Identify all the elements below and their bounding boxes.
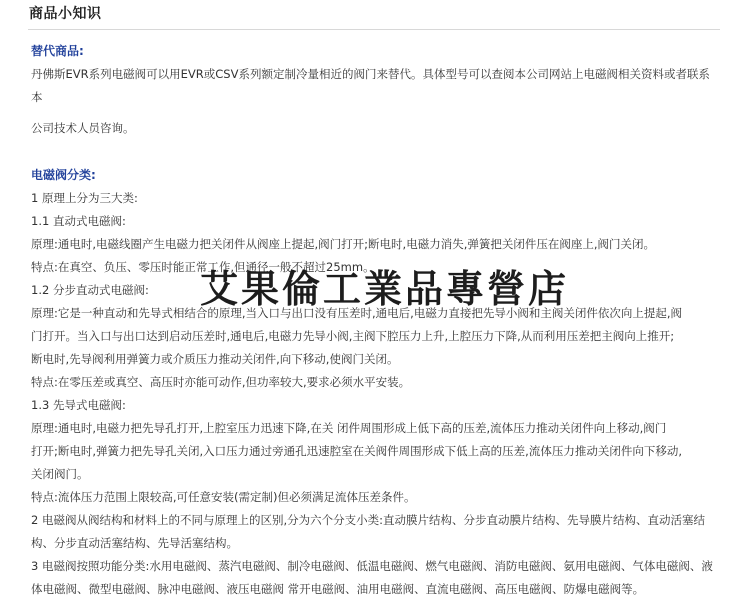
paragraph-line: 打开;断电时,弹簧力把先导孔关闭,入口压力通过旁通孔迅速腔室在关阀件周围形成下低上高的压差,流体压力推动关闭件向下移动, (31, 444, 682, 458)
section-heading-substitutes: 替代商品: (31, 44, 84, 58)
paragraph-line: 原理:它是一种直动和先导式相结合的原理,当入口与出口没有压差时,通电后,电磁力直接把先导小阀和主阀关闭件依次向上提起,阀 (31, 306, 682, 320)
paragraph-line: 特点:在真空、负压、零压时能正常工作,但通径一般不超过25mm。 (31, 260, 375, 274)
paragraph-line: 特点:流体压力范围上限较高,可任意安装(需定制)但必须满足流体压差条件。 (31, 490, 416, 504)
paragraph-line: 门打开。当入口与出口达到启动压差时,通电后,电磁力先导小阀,主阀下腔压力上升,上腔压力下降,从而利用压差把主阀向上推开; (31, 329, 675, 343)
paragraph-line: 丹佛斯EVR系列电磁阀可以用EVR或CSV系列额定制冷量相近的阀门来替代。具体型号可以查阅本公司网站上电磁阀相关资料或者联系本 (31, 67, 710, 104)
page-title: 商品小知识 (29, 6, 102, 22)
paragraph-line: 3 电磁阀按照功能分类:水用电磁阀、蒸汽电磁阀、制冷电磁阀、低温电磁阀、燃气电磁阀、消防电磁阀、氨用电磁阀、气体电磁阀、液 (31, 559, 713, 573)
paragraph-line: 构、分步直动活塞结构、先导活塞结构。 (31, 536, 238, 550)
section-heading-classification: 电磁阀分类: (31, 168, 96, 182)
paragraph-line: 原理:通电时,电磁线圈产生电磁力把关闭件从阀座上提起,阀门打开;断电时,电磁力消失,弹簧把关闭件压在阀座上,阀门关闭。 (31, 237, 656, 251)
paragraph-line: 特点:在零压差或真空、高压时亦能可动作,但功率较大,要求必须水平安装。 (31, 375, 411, 389)
spacer (31, 109, 721, 117)
paragraph-line: 断电时,先导阀利用弹簧力或介质压力推动关闭件,向下移动,使阀门关闭。 (31, 352, 399, 366)
paragraph-line: 关闭阀门。 (31, 467, 89, 481)
paragraph-line: 2 电磁阀从阀结构和材料上的不同与原理上的区别,分为六个分支小类:直动膜片结构、分步直动膜片结构、先导膜片结构、直动活塞结 (31, 513, 705, 527)
title-divider (28, 29, 720, 30)
article-body (31, 40, 721, 601)
paragraph-line: 原理:通电时,电磁力把先导孔打开,上腔室压力迅速下降,在关 闭件周围形成上低下高的压差,流体压力推动关闭件向上移动,阀门 (31, 421, 667, 435)
paragraph-line: 1 原理上分为三大类: (31, 191, 138, 205)
paragraph-line: 公司技术人员咨询。 (31, 121, 135, 135)
paragraph-line: 1.1 直动式电磁阀: (31, 214, 126, 228)
spacer (31, 140, 721, 164)
paragraph-line: 体电磁阀、微型电磁阀、脉冲电磁阀、液压电磁阀 常开电磁阀、油用电磁阀、直流电磁阀、高压电磁阀、防爆电磁阀等。 (31, 582, 645, 596)
shop-watermark: 艾果倫工業品專營店 (200, 266, 570, 311)
paragraph-line: 1.3 先导式电磁阀: (31, 398, 126, 412)
paragraph-line: 1.2 分步直动式电磁阀: (31, 283, 149, 297)
